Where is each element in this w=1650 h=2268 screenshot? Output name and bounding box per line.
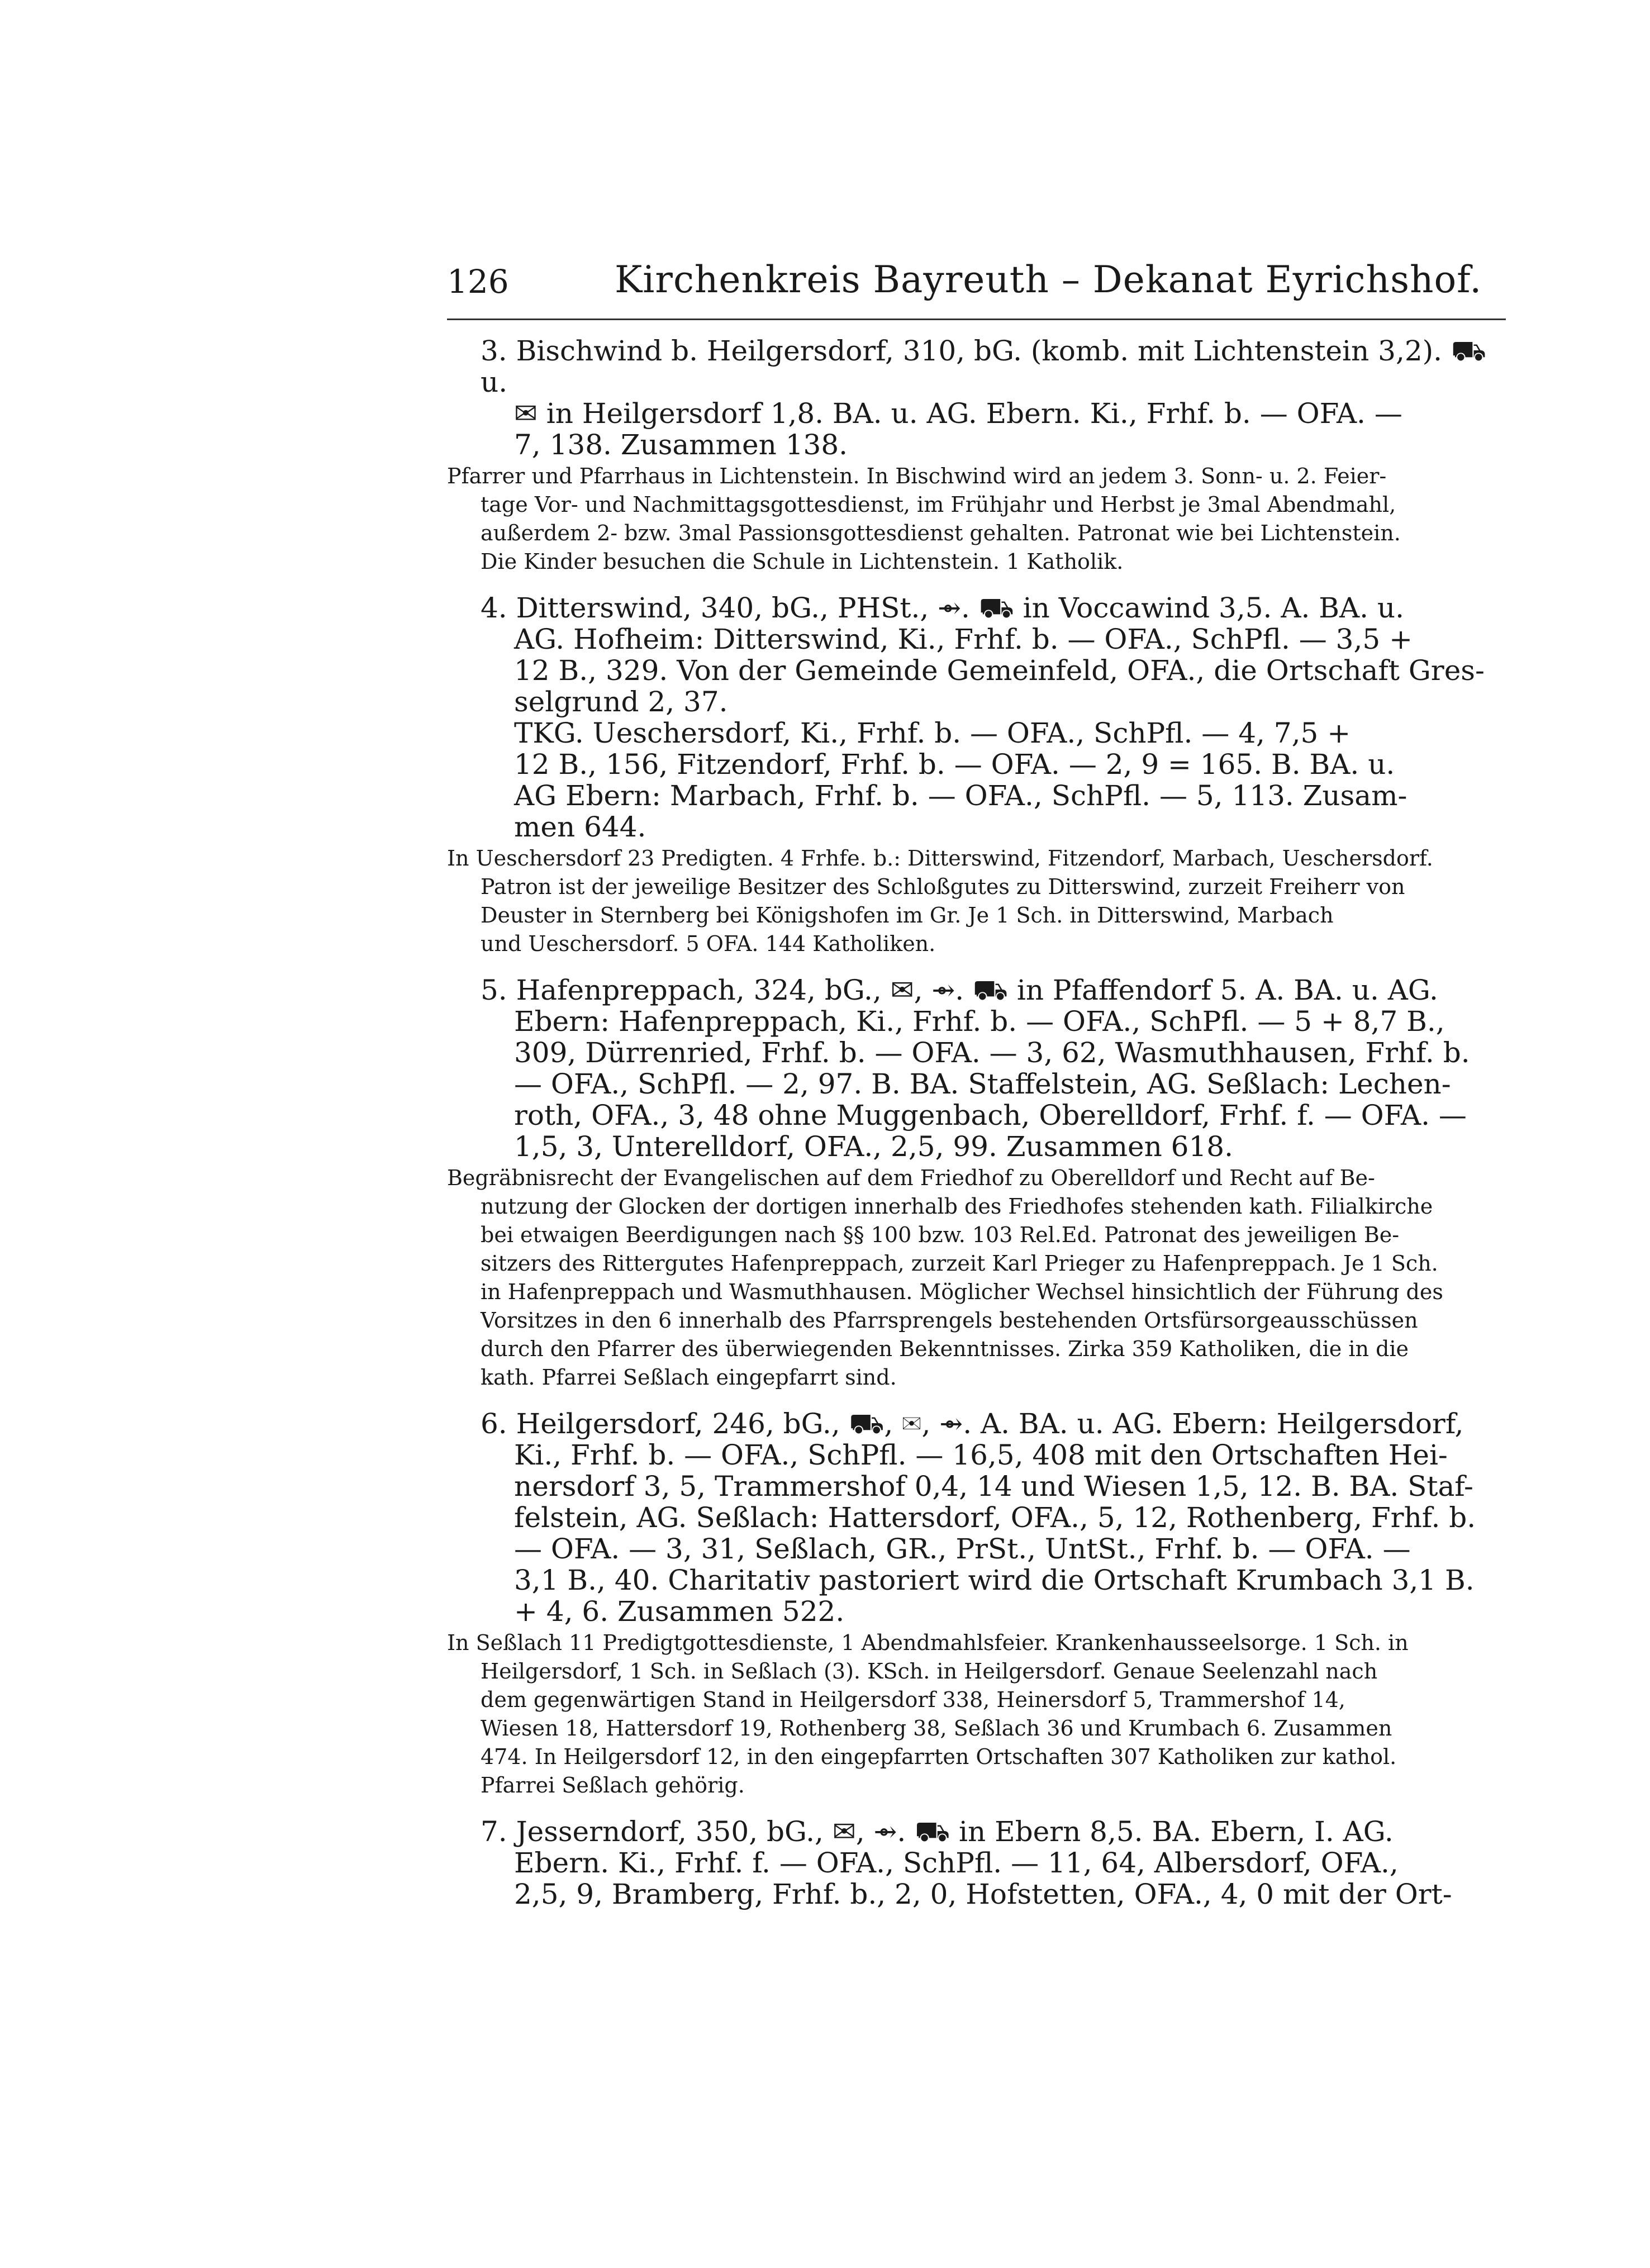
entry-note-line: Begräbnisrecht der Evangelischen auf dem Friedhof zu Oberelldorf und Recht auf Be- [447,1166,1375,1190]
entry-note-line: Vorsitzes in den 6 innerhalb des Pfarrsprengels bestehenden Ortsfürsorgeausschüssen [481,1308,1418,1333]
entry-note-line: außerdem 2- bzw. 3mal Passionsgottesdienst gehalten. Patronat wie bei Lichtenstein. [481,521,1401,545]
entry-note-line: In Seßlach 11 Predigtgottesdienste, 1 Abendmahlsfeier. Krankenhausseelsorge. 1 Sch. in [447,1630,1409,1655]
entry-note-line: Die Kinder besuchen die Schule in Lichtenstein. 1 Katholik. [481,549,1124,574]
entry-line: roth, OFA., 3, 48 ohne Muggenbach, Oberelldorf, Frhf. f. — OFA. — [514,1099,1467,1131]
entry-line: ✉ in Heilgersdorf 1,8. BA. u. AG. Ebern. Ki., Frhf. b. — OFA. — [514,397,1402,430]
entry-line: 2,5, 9, Bramberg, Frhf. b., 2, 0, Hofstetten, OFA., 4, 0 mit der Ort- [514,1878,1452,1910]
entry-hafenpreppach [447,974,1503,1390]
entry-note-line: bei etwaigen Beerdigungen nach §§ 100 bzw. 103 Rel.Ed. Patronat des jeweiligen Be- [481,1223,1400,1247]
entry-line: 12 B., 329. Von der Gemeinde Gemeinfeld, OFA., die Ortschaft Gres- [514,654,1485,687]
entry-line: — OFA., SchPfl. — 2, 97. B. BA. Staffelstein, AG. Seßlach: Lechen- [514,1068,1451,1100]
entry-note-line: nutzung der Glocken der dortigen innerhalb des Friedhofes stehenden kath. Filialkirche [481,1194,1433,1219]
entry-line: 4. Ditterswind, 340, bG., PHSt., ⇴. ⛟ in Voccawind 3,5. A. BA. u. [481,592,1404,624]
entry-line: TKG. Ueschersdorf, Ki., Frhf. b. — OFA., SchPfl. — 4, 7,5 + [514,717,1351,749]
entry-line: — OFA. — 3, 31, Seßlach, GR., PrSt., UntSt., Frhf. b. — OFA. — [514,1533,1411,1565]
entry-line: 3,1 B., 40. Charitativ pastoriert wird die Ortschaft Krumbach 3,1 B. [514,1564,1475,1596]
entry-ditterswind [447,592,1503,957]
entry-note-line: und Ueschersdorf. 5 OFA. 144 Katholiken. [481,931,936,956]
entry-line: 1,5, 3, Unterelldorf, OFA., 2,5, 99. Zusammen 618. [514,1130,1234,1163]
entry-jesserndorf [481,1816,1503,1910]
entry-note-line: kath. Pfarrei Seßlach eingepfarrt sind. [481,1365,897,1390]
entry-note-line: in Hafenpreppach und Wasmuthhausen. Möglicher Wechsel hinsichtlich der Führung des [481,1280,1443,1304]
entry-line: 6. Heilgersdorf, 246, bG., ⛟, ✉, ⇴. A. BA. u. AG. Ebern: Heilgersdorf, [481,1408,1464,1440]
entry-bischwind [447,335,1503,574]
entry-line: Ebern: Hafenpreppach, Ki., Frhf. b. — OFA., SchPfl. — 5 + 8,7 B., [514,1005,1445,1038]
entries-column [447,335,1503,1910]
entry-note-line: dem gegenwärtigen Stand in Heilgersdorf 338, Heinersdorf 5, Trammershof 14, [481,1687,1345,1712]
entry-line: felstein, AG. Seßlach: Hattersdorf, OFA., 5, 12, Rothenberg, Frhf. b. [514,1501,1476,1534]
entry-note-line: In Ueschersdorf 23 Predigten. 4 Frhfe. b.: Ditterswind, Fitzendorf, Marbach, Ueschersdorf. [447,846,1433,871]
entry-line: + 4, 6. Zusammen 522. [514,1595,845,1628]
entry-note-line: sitzers des Rittergutes Hafenpreppach, zurzeit Karl Prieger zu Hafenpreppach. Je 1 Sch. [481,1251,1438,1276]
entry-line: 12 B., 156, Fitzendorf, Frhf. b. — OFA. — 2, 9 = 165. B. BA. u. [514,748,1395,781]
entry-heilgersdorf [447,1408,1503,1798]
entry-note-line: 474. In Heilgersdorf 12, in den eingepfarrten Ortschaften 307 Katholiken zur kathol. [481,1744,1397,1769]
entry-line: 309, Dürrenried, Frhf. b. — OFA. — 3, 62, Wasmuthhausen, Frhf. b. [514,1036,1470,1069]
entry-line: 5. Hafenpreppach, 324, bG., ✉, ⇴. ⛟ in Pfaffendorf 5. A. BA. u. AG. [481,974,1438,1006]
entry-line: 7, 138. Zusammen 138. [514,429,848,461]
entry-note-line: Pfarrer und Pfarrhaus in Lichtenstein. In Bischwind wird an jedem 3. Sonn- u. 2. Feier- [447,464,1387,488]
running-head: Kirchenkreis Bayreuth – Dekanat Eyrichshof. [615,258,1482,301]
entry-note-line: Pfarrei Seßlach gehörig. [481,1773,745,1798]
entry-line: nersdorf 3, 5, Trammershof 0,4, 14 und Wiesen 1,5, 12. B. BA. Staf- [514,1470,1473,1503]
entry-note-line: Heilgersdorf, 1 Sch. in Seßlach (3). KSch. in Heilgersdorf. Genaue Seelenzahl nach [481,1659,1378,1684]
entry-line: Ebern. Ki., Frhf. f. — OFA., SchPfl. — 11, 64, Albersdorf, OFA., [514,1847,1399,1879]
entry-line: AG Ebern: Marbach, Frhf. b. — OFA., SchPfl. — 5, 113. Zusam- [514,779,1408,812]
entry-note-line: Deuster in Sternberg bei Königshofen im Gr. Je 1 Sch. in Ditterswind, Marbach [481,903,1334,928]
entry-line: AG. Hofheim: Ditterswind, Ki., Frhf. b. — OFA., SchPfl. — 3,5 + [514,623,1413,655]
entry-note-line: Wiesen 18, Hattersdorf 19, Rothenberg 38, Seßlach 36 und Krumbach 6. Zusammen [481,1716,1392,1741]
entry-line: 3. Bischwind b. Heilgersdorf, 310, bG. (komb. mit Lichtenstein 3,2). ⛟ u. [481,335,1486,398]
entry-note-line: Patron ist der jeweilige Besitzer des Schloßgutes zu Ditterswind, zurzeit Freiherr von [481,874,1405,899]
entry-line: selgrund 2, 37. [514,686,728,718]
entry-line: men 644. [514,811,646,843]
entry-note-line: tage Vor- und Nachmittagsgottesdienst, im Frühjahr und Herbst je 3mal Abendmahl, [481,492,1396,517]
page-number: 126 [447,263,509,301]
entry-note-line: durch den Pfarrer des überwiegenden Bekenntnisses. Zirka 359 Katholiken, die in die [481,1337,1409,1361]
entry-line: Ki., Frhf. b. — OFA., SchPfl. — 16,5, 408 mit den Ortschaften Hei- [514,1439,1448,1471]
entry-line: 7. Jesserndorf, 350, bG., ✉, ⇴. ⛟ in Ebern 8,5. BA. Ebern, I. AG. [481,1815,1394,1848]
header-rule [447,318,1506,320]
